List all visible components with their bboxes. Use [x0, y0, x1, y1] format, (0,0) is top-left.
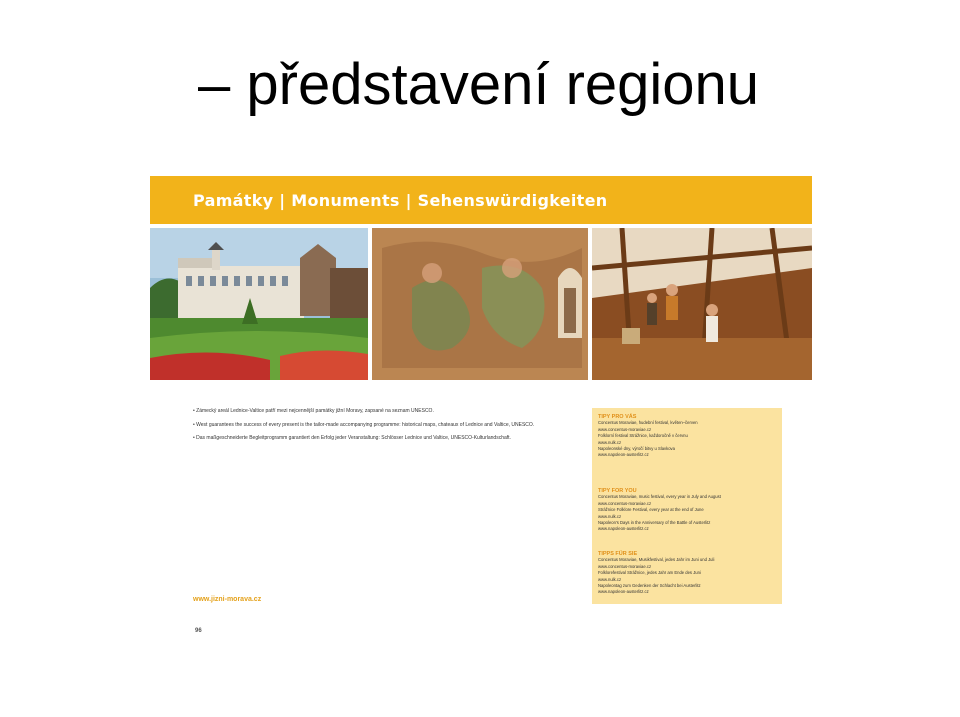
paragraph-en: • West guarantees the success of every present is the tailor-made accompanying programme: historical maps, chateaux of Lednice and Valtice, UNESCO. [193, 422, 583, 430]
slide-title: – představení regionu [198, 52, 760, 117]
tip-line: www.napoleon-austerlitz.cz [598, 589, 649, 595]
tips-heading: TIPY FOR YOU [598, 488, 637, 494]
tip-line: Concentus Moraviae, Musikfestival, jedes Jahr im Juni und Juli [598, 557, 715, 563]
paragraph-cz: • Zámecký areál Lednice-Valtice patří mezi nejcennější památky jižní Moravy, zapsané na seznam UNESCO. [193, 408, 583, 416]
tips-heading: TIPPS FÜR SIE [598, 551, 638, 557]
header-title: Památky | Monuments | Sehenswürdigkeiten [193, 191, 608, 210]
tips-de [598, 551, 778, 596]
tips-box [592, 408, 782, 604]
tip-line: Strážnice Folklore Festival, every year at the end of June [598, 507, 704, 513]
fresco-wall-photo [372, 228, 588, 380]
tip-line: Concentus Moraviae, music festival, every year in July and August [598, 494, 721, 500]
tips-en [598, 488, 778, 533]
tip-line: Concentus Moraviae, hudební festival, květen–červen [598, 420, 698, 426]
tip-line: www.concentus-moraviae.cz [598, 426, 652, 432]
page-number: 96 [195, 628, 202, 634]
tip-line: www.napoleon-austerlitz.cz [598, 452, 649, 458]
tip-line: Napoleon's Days in the Anniversary of the Battle of Austerlitz [598, 520, 711, 526]
tip-line: Napoleonské dny, výročí bitvy u Slavkova [598, 446, 675, 452]
website-link[interactable]: www.jizni-morava.cz [193, 596, 262, 603]
tip-line: www.nulk.cz [598, 513, 622, 519]
mill-interior-photo [592, 228, 812, 380]
tip-line: Folklorní festival Strážnice, každoročně v červnu [598, 433, 688, 439]
header-band [150, 176, 812, 224]
tips-heading: TIPY PRO VÁS [598, 414, 637, 420]
tip-line: Folklorefestival Strážnice, jedes Jahr am Ende des Juni [598, 570, 701, 576]
tip-line: www.concentus-moraviae.cz [598, 500, 652, 506]
tips-cz [598, 414, 778, 459]
paragraph-de: • Das maßgeschneiderte Begleitprogramm garantiert den Erfolg jeder Veranstaltung: Schlösser Lednice und Valtice, UNESCO-Kulturlandschaft. [193, 435, 583, 443]
tip-line: Napoleontag zum Gedenken der Schlacht bei Austerlitz [598, 583, 701, 589]
chateau-garden-photo [150, 228, 368, 380]
tip-line: www.nulk.cz [598, 576, 622, 582]
tip-line: www.concentus-moraviae.cz [598, 563, 652, 569]
tip-line: www.napoleon-austerlitz.cz [598, 526, 649, 532]
body-text [193, 408, 583, 449]
tip-line: www.nulk.cz [598, 439, 622, 445]
brochure-page [150, 176, 812, 636]
